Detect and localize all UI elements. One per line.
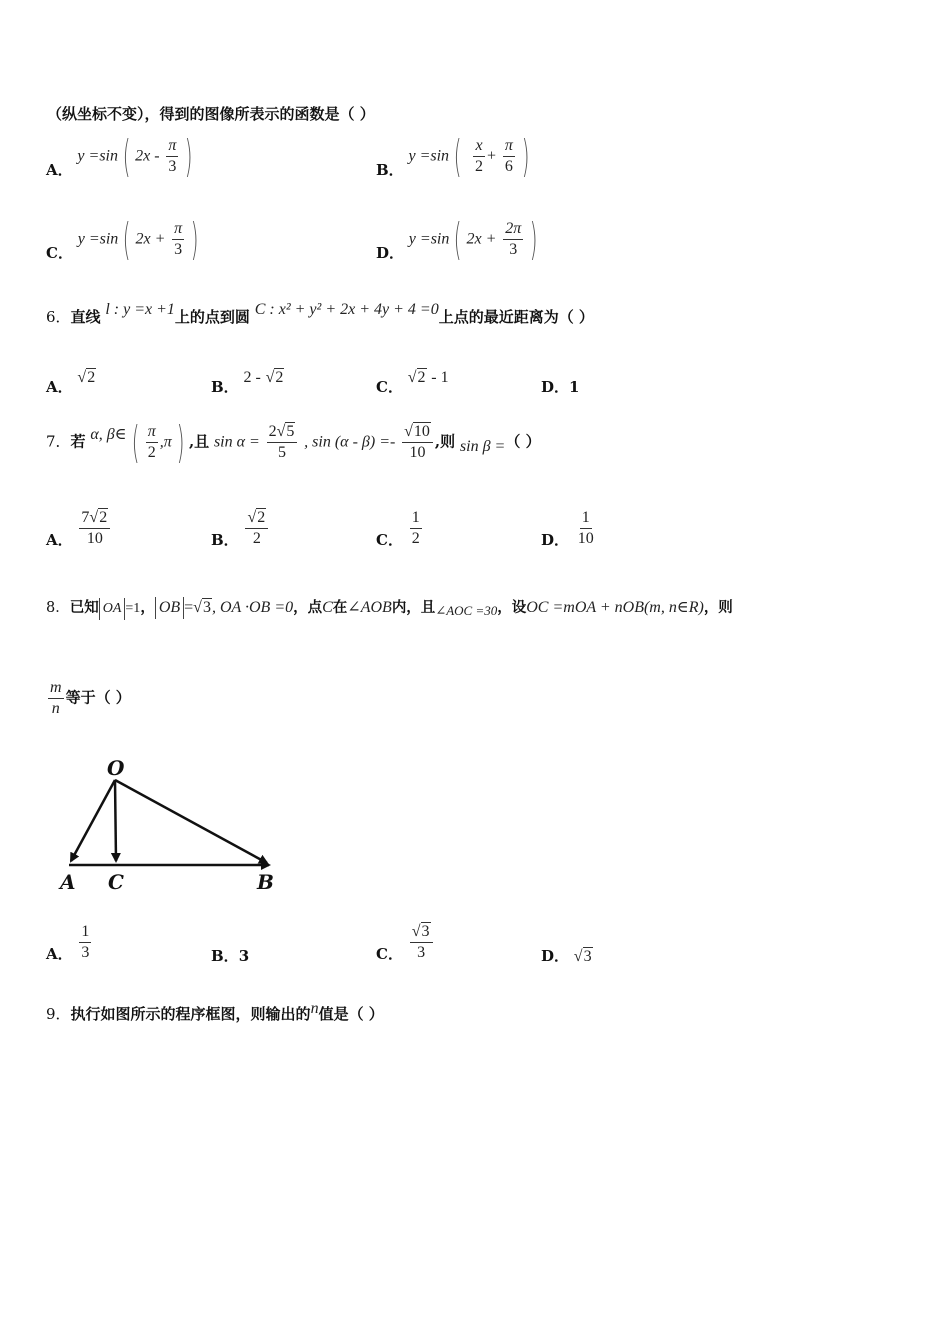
q5-option-d[interactable]: D． y =sin ( 2x + $\frac{2\pi}{3}$ ) [376, 213, 538, 265]
q9-stem: 9．执行如图所示的程序框图，则输出的n值是（ ） [46, 1000, 384, 1023]
vector-oc [115, 780, 116, 861]
q6-stem: 6．直线 l : y =x +1上的点到圆 C : x² + y² + 2x + 4y + 4 =0上点的最近距离为（ ） [46, 301, 594, 326]
q8-option-d[interactable]: D． √3 [541, 947, 592, 965]
q6-option-c[interactable]: C． √2 - 1 [376, 369, 449, 396]
q6-option-d[interactable]: D．1 [541, 378, 580, 396]
q7-stem: 7．若 α, β∈ ( $\frac{\pi}{2}$ ,π ) ,且 sin α = $\frac{2√5}{5}$ , sin (α - β) =- $\frac{√10}{10}$ ,则 sin β =（ ） [46, 416, 541, 468]
q6-option-a[interactable]: A． √2 [46, 369, 96, 396]
q5-option-b[interactable]: B． y =sin ( $\frac{x}{2}$ + $\frac{\pi}{6}$ ) [376, 130, 530, 182]
q8-stem: 8．已知 OA =1， OB =√3, OA ·OB =0，点C在∠AOB内，且∠AOC =30，设OC =mOA + nOB(m, n∈R)，则 [46, 599, 733, 618]
q8-stem-line2: $\frac{m}{n}$ 等于（ ） [50, 679, 131, 717]
q7-option-a[interactable]: A． $\frac{7√2}{10}$ [46, 508, 112, 549]
q7-option-c[interactable]: C． $\frac{1}{2}$ [376, 509, 420, 549]
q8-triangle-figure [55, 755, 285, 900]
q8-option-a[interactable]: A． $\frac{1}{3}$ [46, 923, 90, 963]
vector-ob [115, 780, 267, 863]
q8-option-c[interactable]: C． $\frac{√3}{3}$ [376, 922, 435, 963]
q5-option-c[interactable]: C． y =sin ( 2x + $\frac{\pi}{3}$ ) [46, 213, 199, 265]
q7-option-b[interactable]: B． $\frac{√2}{2}$ [211, 508, 270, 549]
q5-option-a[interactable]: A． y =sin ( 2x - $\frac{\pi}{3}$ ) [46, 130, 193, 182]
label-a: A [60, 870, 76, 894]
q6-option-b[interactable]: B． 2 - √2 [211, 369, 284, 396]
q5-stem: （纵坐标不变），得到的图像所表示的函数是（ ） [47, 105, 375, 123]
label-b: B [257, 870, 274, 894]
q7-option-d[interactable]: D． $\frac{1}{10}$ [541, 509, 594, 549]
label-o: O [107, 756, 125, 780]
vector-oa [71, 780, 115, 861]
label-c: C [108, 870, 124, 894]
q8-option-b[interactable]: B．3 [211, 947, 250, 965]
